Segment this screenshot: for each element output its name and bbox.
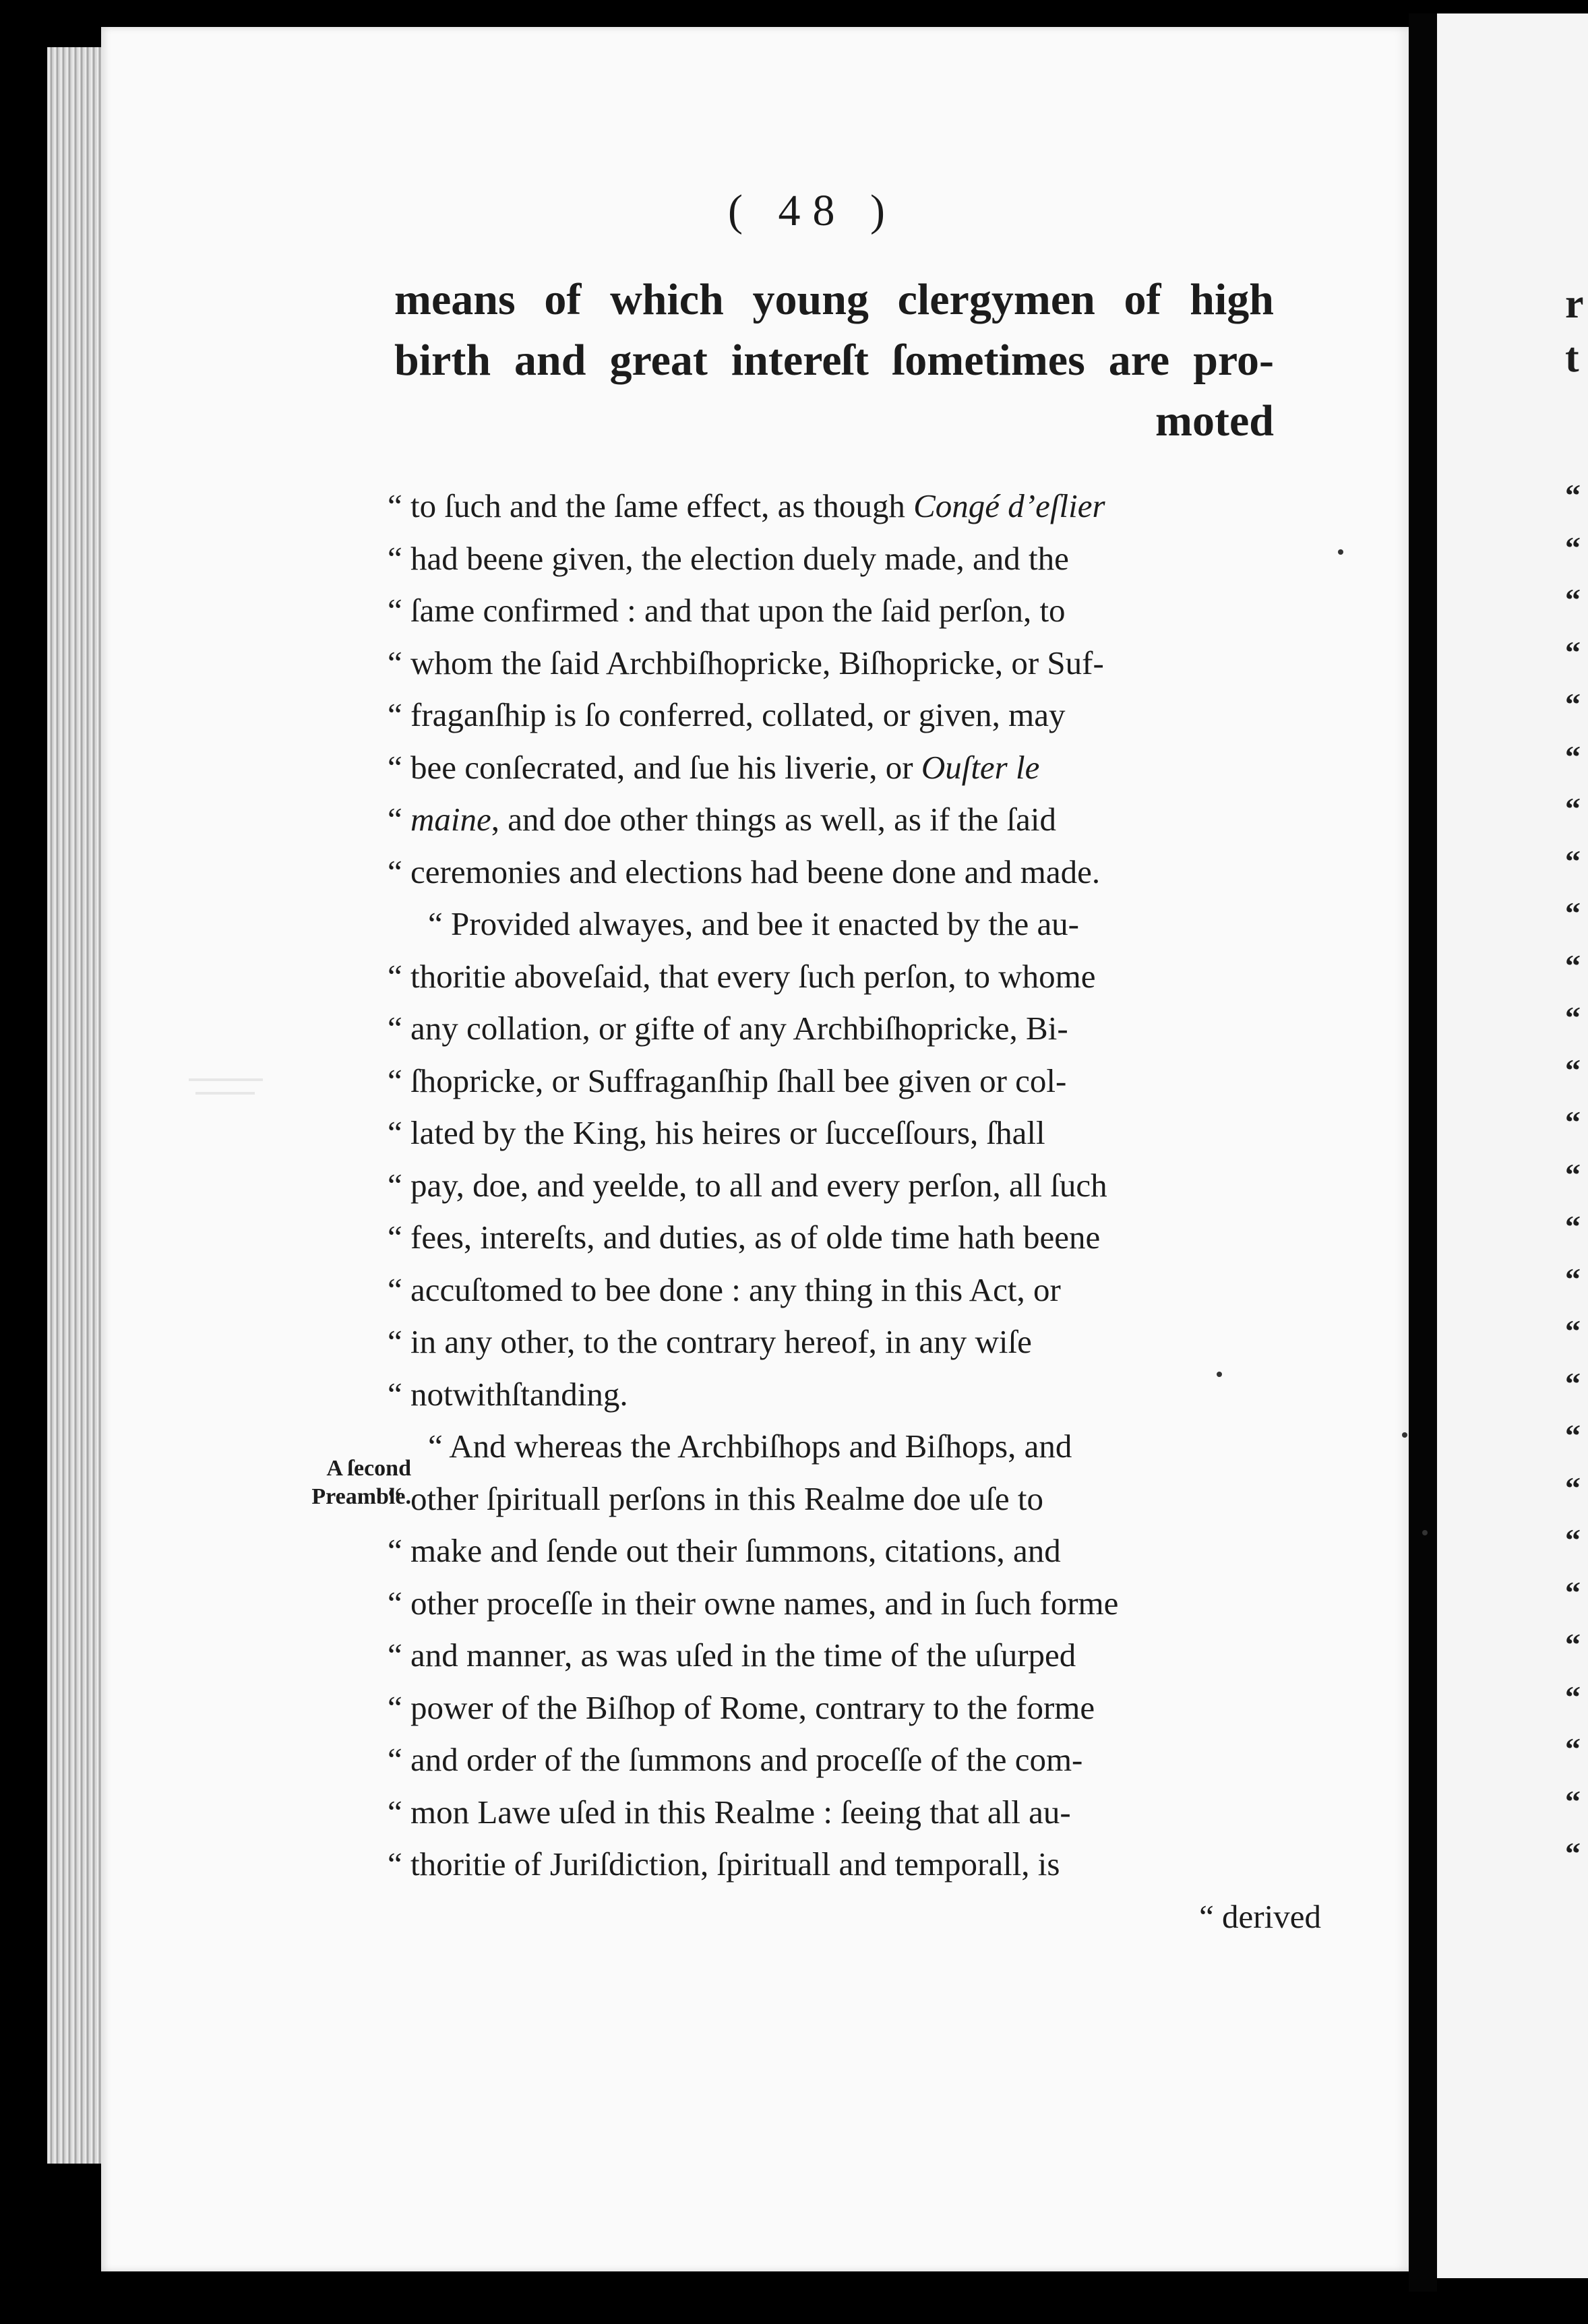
page-stack-edge [47,47,108,2164]
facing-page-fragment: “ [1565,1783,1581,1818]
facing-page-fragment: “ [1565,634,1581,669]
facing-page-fragment: “ [1565,1627,1581,1661]
quote-line: “ any collation, or gifte of any Archbiſhopricke, Bi- [388,1010,1068,1047]
facing-page-fragment: “ [1565,896,1581,930]
quote-line: “ to ſuch and the ſame effect, as though Congé d’eſlier [388,487,1105,524]
quote-line: “ other ſpirituall perſons in this Realme doe uſe to [388,1479,1043,1517]
quote-line: “ power of the Biſhop of Rome, contrary to the forme [388,1688,1095,1726]
quote-line: “ derived [1199,1897,1321,1935]
facing-page-fragment: “ [1565,1574,1581,1610]
margin-note-line: Preamble. [311,1484,411,1509]
margin-note [266,1455,411,1511]
facing-page-fragment: “ [1565,1679,1581,1714]
quote-line: “ ſhopricke, or Suffraganſhip ſhall bee given or col- [388,1062,1067,1099]
facing-page-fragment: “ [1565,1105,1581,1139]
quote-line: “ in any other, to the contrary hereof, in any wiſe [388,1323,1032,1360]
facing-page-fragment: “ [1565,843,1581,878]
facing-page-fragment: “ [1565,739,1581,774]
ink-speck [1338,549,1343,555]
quote-line: “ ceremonies and elections had beene done and made. [388,853,1101,890]
facing-page-fragment: “ [1565,478,1581,512]
facing-page-fragment: r [1565,281,1584,327]
facing-page-fragment: “ [1565,1314,1581,1348]
facing-page-fragment: “ [1565,1523,1581,1557]
quote-line: “ other proceſſe in their owne names, and in ſuch forme [388,1584,1119,1622]
ink-speck [1402,1432,1407,1438]
quote-line: “ fraganſhip is ſo conferred, collated, or given, may [388,696,1066,733]
book-gutter [1409,13,1437,2292]
facing-page-fragment: “ [1565,1418,1581,1452]
quote-line: “ make and ſende out their ſummons, citations, and [388,1532,1061,1569]
main-text-line: moted [1155,396,1274,446]
quoted-statute-text [388,480,1331,1943]
ink-speck [1422,1530,1428,1535]
main-text [394,270,1274,452]
main-text-line: birth and great intereſt ſometimes are pro- [394,336,1274,385]
ink-speck [1217,1372,1222,1377]
facing-page-fragment: “ [1565,1836,1581,1870]
facing-page-fragment: “ [1565,1366,1581,1401]
bleed-through-mark [189,1072,263,1119]
facing-page-fragment: “ [1565,530,1581,565]
facing-page-fragment: “ [1565,1052,1581,1087]
quote-line: “ fees, intereſts, and duties, as of olde time hath beene [388,1219,1101,1256]
margin-note-line: A ſecond [326,1456,411,1481]
facing-page-fragment: “ [1565,1732,1581,1766]
facing-page-fragment: “ [1565,1470,1581,1505]
quote-line: “ ſame confirmed : and that upon the ſaid perſon, to [388,592,1066,629]
quote-line: “ whom the ſaid Archbiſhopricke, Biſhopricke, or Suf- [388,644,1104,681]
quote-line: “ had beene given, the election duely made, and the [388,539,1069,577]
facing-page-fragment: “ [1565,1209,1581,1244]
quote-line: “ thoritie of Juriſdiction, ſpirituall and temporall, is [388,1845,1060,1883]
quote-line: “ pay, doe, and yeelde, to all and every perſon, all ſuch [388,1166,1107,1204]
facing-page-fragment: t [1565,335,1579,381]
facing-page-fragment: “ [1565,791,1581,826]
quote-line: “ mon Lawe uſed in this Realme : ſeeing that all au- [388,1793,1071,1831]
facing-page-fragment: “ [1565,582,1581,617]
page-number: ( 48 ) [728,186,897,235]
facing-page-fragment: “ [1565,687,1581,721]
facing-page-fragment: “ [1565,1261,1581,1296]
quote-line: “ thoritie aboveſaid, that every ſuch perſon, to whome [388,957,1096,995]
facing-page-fragment: “ [1565,1000,1581,1035]
quote-line: “ notwithſtanding. [388,1375,628,1413]
quote-line: “ Provided alwayes, and bee it enacted by the au- [428,905,1080,942]
quote-line: “ maine, and doe other things as well, as if the ſaid [388,801,1056,838]
quote-line: “ and manner, as was uſed in the time of the uſurped [388,1637,1076,1674]
quote-line: “ and order of the ſummons and proceſſe of the com- [388,1741,1083,1778]
facing-page-fragment: “ [1565,1157,1581,1192]
quote-line: “ accuſtomed to bee done : any thing in this Act, or [388,1271,1061,1308]
facing-page-fragment: “ [1565,948,1581,983]
quote-line: “ lated by the King, his heires or ſucceſſours, ſhall [388,1114,1045,1151]
quote-line: “ And whereas the Archbiſhops and Biſhops, and [428,1428,1072,1465]
quote-line: “ bee conſecrated, and ſue his liverie, or Ouſter le [388,748,1040,786]
main-text-line: means of which young clergymen of high [394,275,1274,324]
